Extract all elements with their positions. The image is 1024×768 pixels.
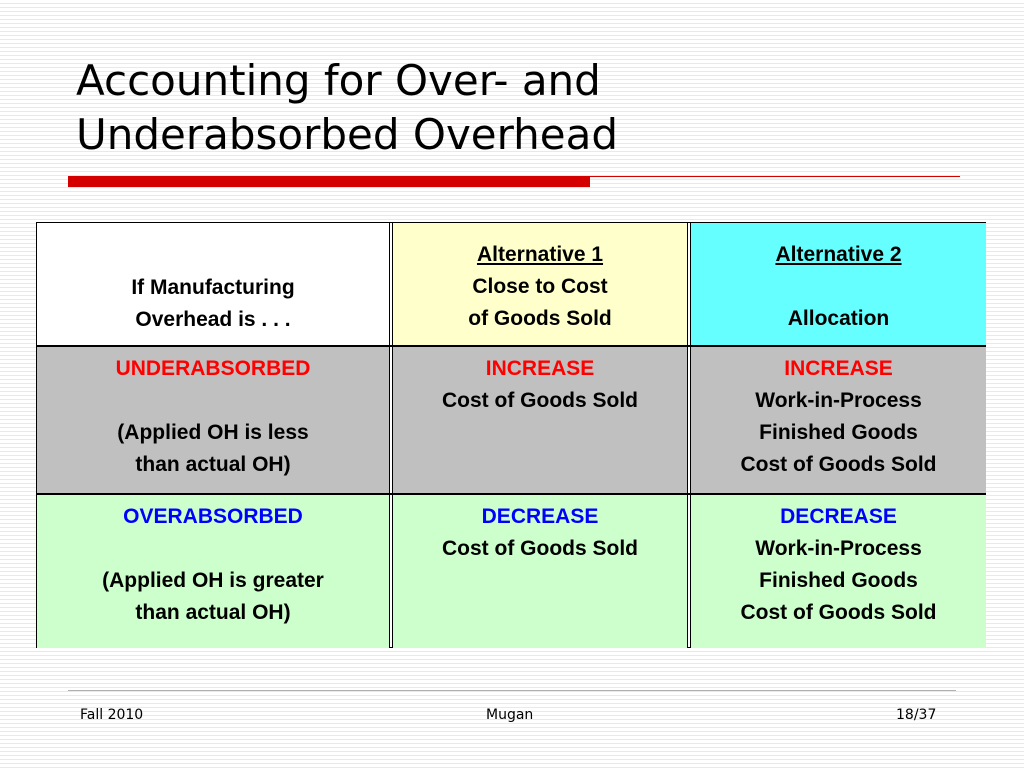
footer-page-number: 18/37 — [896, 707, 937, 723]
alternative-1-line-2: of Goods Sold — [468, 307, 612, 330]
footer-date: Fall 2010 — [80, 707, 144, 723]
overabsorbed-note-line-1: (Applied OH is greater — [102, 569, 324, 592]
overhead-table — [36, 222, 986, 648]
overabsorbed-alt2-cell — [691, 495, 986, 648]
overabsorbed-note-line-2: than actual OH) — [135, 601, 291, 624]
row-divider-1 — [37, 345, 985, 347]
header-alternative-1-cell — [393, 223, 687, 345]
underabsorbed-note-line-2: than actual OH) — [135, 453, 291, 476]
footer-author: Mugan — [486, 707, 534, 723]
overabsorbed-alt1-action: DECREASE — [481, 505, 599, 528]
column-divider-1b — [392, 223, 393, 647]
underabsorbed-alt2-action: INCREASE — [784, 357, 893, 380]
overabsorbed-label: OVERABSORBED — [123, 505, 303, 528]
footer-divider — [68, 690, 956, 691]
slide-title — [76, 54, 618, 162]
title-underline-thin — [590, 176, 960, 177]
column-divider-1a — [389, 223, 390, 647]
title-underline-thick — [68, 176, 590, 187]
column-divider-2a — [687, 223, 688, 647]
column-divider-2b — [690, 223, 691, 647]
header-condition-line-2: Overhead is . . . — [135, 308, 291, 331]
overabsorbed-alt1-cell — [393, 495, 687, 648]
underabsorbed-label: UNDERABSORBED — [115, 357, 311, 380]
header-condition-cell — [37, 223, 389, 345]
header-condition-line-1: If Manufacturing — [131, 276, 295, 299]
overabsorbed-alt2-account-2: Finished Goods — [759, 569, 918, 592]
underabsorbed-alt2-account-3: Cost of Goods Sold — [740, 453, 937, 476]
slide-title-line-1: Accounting for Over- and — [76, 56, 601, 105]
overabsorbed-condition-cell — [37, 495, 389, 648]
underabsorbed-alt1-account: Cost of Goods Sold — [442, 389, 638, 412]
overabsorbed-alt2-action: DECREASE — [780, 505, 897, 528]
slide-title-line-2: Underabsorbed Overhead — [76, 110, 619, 159]
underabsorbed-alt2-cell — [691, 347, 986, 493]
alternative-2-title: Alternative 2 — [775, 243, 902, 266]
underabsorbed-condition-cell — [37, 347, 389, 493]
alternative-1-title: Alternative 1 — [476, 243, 604, 266]
underabsorbed-alt2-account-1: Work-in-Process — [755, 389, 922, 412]
overabsorbed-alt2-account-3: Cost of Goods Sold — [740, 601, 937, 624]
alternative-1-line-1: Close to Cost — [472, 275, 608, 298]
overabsorbed-alt1-account: Cost of Goods Sold — [442, 537, 638, 560]
alternative-2-line-1: Allocation — [787, 307, 890, 330]
overabsorbed-alt2-account-1: Work-in-Process — [755, 537, 922, 560]
row-divider-2 — [37, 493, 985, 495]
underabsorbed-alt1-action: INCREASE — [485, 357, 595, 380]
underabsorbed-alt1-cell — [393, 347, 687, 493]
underabsorbed-note-line-1: (Applied OH is less — [117, 421, 309, 444]
header-alternative-2-cell — [691, 223, 986, 345]
underabsorbed-alt2-account-2: Finished Goods — [759, 421, 918, 444]
